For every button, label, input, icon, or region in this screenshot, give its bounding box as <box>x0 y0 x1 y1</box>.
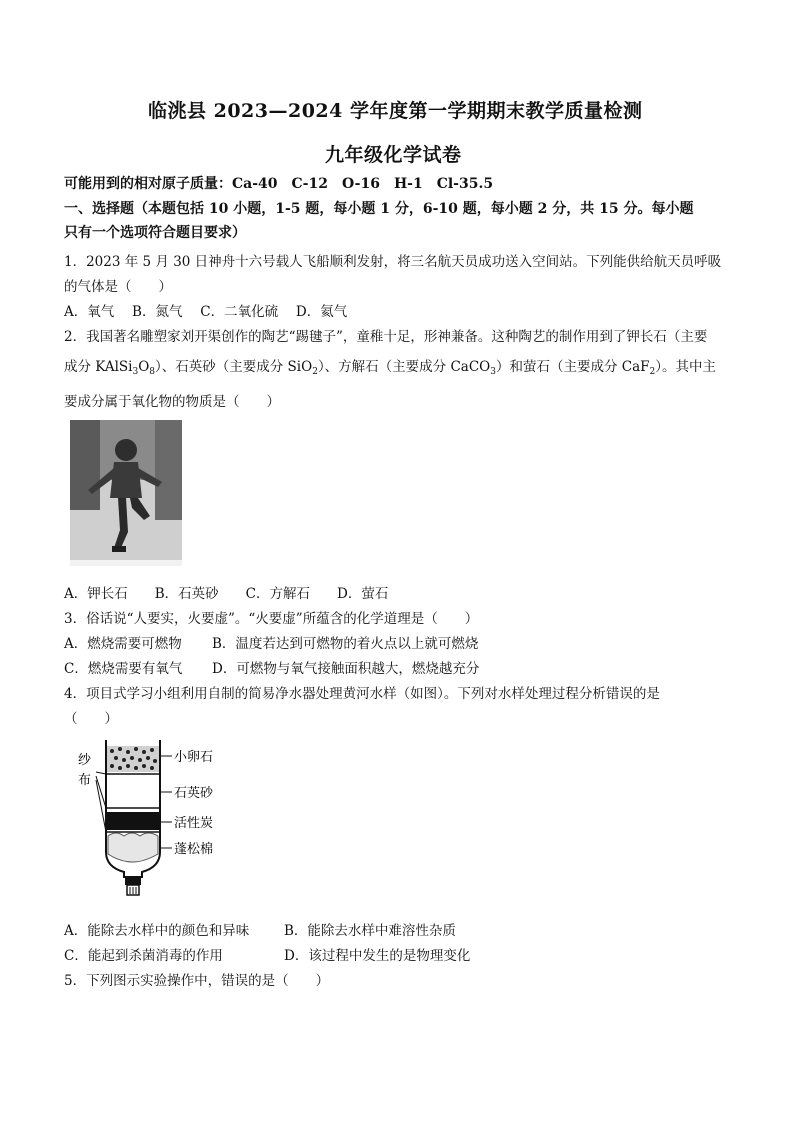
q3-option-c: C．燃烧需要有氧气 <box>64 661 183 677</box>
q1-stem-line2: 的气体是（ ） <box>64 279 172 295</box>
q5-stem: 5．下列图示实验操作中，错误的是（ ） <box>64 973 330 989</box>
q3-option-b: B．温度若达到可燃物的着火点以上就可燃烧 <box>212 636 479 652</box>
q3-stem: 3．俗话说“人要实，火要虚”。“火要虚”所蕴含的化学道理是（ ） <box>64 611 479 627</box>
water-purifier-diagram <box>74 732 254 902</box>
atomic-masses: 可能用到的相对原子质量：Ca-40 C-12 O-16 H-1 Cl-35.5 <box>64 176 494 192</box>
q2-stem-line1: 2．我国著名雕塑家刘开渠创作的陶艺“踢毽子”，童稚十足，形神兼备。这种陶艺的制作用到了钾长石（主要 <box>64 329 708 345</box>
q2-options: A．钾长石 B．石英砂 C．方解石 D．萤石 <box>64 586 389 602</box>
section-heading-line1: 一、选择题（本题包括 10 小题，1-5 题，每小题 1 分，6-10 题，每小题 2 分，共 15 分。每小题 <box>64 201 694 217</box>
q4-option-b: B．能除去水样中难溶性杂质 <box>284 923 456 939</box>
q4-option-a: A．能除去水样中的颜色和异味 <box>64 923 250 939</box>
q4-stem-line1: 4．项目式学习小组利用自制的简易净水器处理黄河水样（如图）。下列对水样处理过程分析错误的是 <box>64 686 660 702</box>
q2-stem-line2: 成分 $KAlSi_3O_8$）、石英砂（主要成分 SiO$_2$）、方解石（主要成分 CaCO$_3$）和萤石（主要成分 CaF$_2$）。其中主 <box>64 359 717 377</box>
layer-label-sand: 石英砂 <box>174 786 214 801</box>
section-heading-line2: 只有一个选项符合题目要求） <box>64 225 246 241</box>
q1-options: A．氧气 B．氮气 C．二氧化硫 D．氦气 <box>64 304 348 320</box>
q4-option-d: D．该过程中发生的是物理变化 <box>284 948 471 964</box>
q2-stem-line3: 要成分属于氧化物的物质是（ ） <box>64 394 280 410</box>
q4-option-c: C．能起到杀菌消毒的作用 <box>64 948 223 964</box>
page-title: 临洮县 2023—2024 学年度第一学期期末教学质量检测 <box>148 100 643 122</box>
layer-label-carbon: 活性炭 <box>174 816 214 831</box>
q1-stem-line1: 1．2023 年 5 月 30 日神舟十六号载人飞船顺利发射，将三名航天员成功送入空间站。下列能供给航天员呼吸 <box>64 254 722 270</box>
q3-option-d: D．可燃物与氧气接触面积越大，燃烧越充分 <box>212 661 480 677</box>
layer-label-pebbles: 小卵石 <box>174 750 214 765</box>
q4-stem-line2: （ ） <box>64 711 118 727</box>
gauze-label-1: 纱 <box>78 753 92 768</box>
layer-label-cotton: 蓬松棉 <box>174 842 214 857</box>
q3-option-a: A．燃烧需要可燃物 <box>64 636 182 652</box>
page-subtitle: 九年级化学试卷 <box>325 144 462 166</box>
gauze-label-2: 布 <box>78 773 92 788</box>
sculpture-photo <box>70 420 182 566</box>
